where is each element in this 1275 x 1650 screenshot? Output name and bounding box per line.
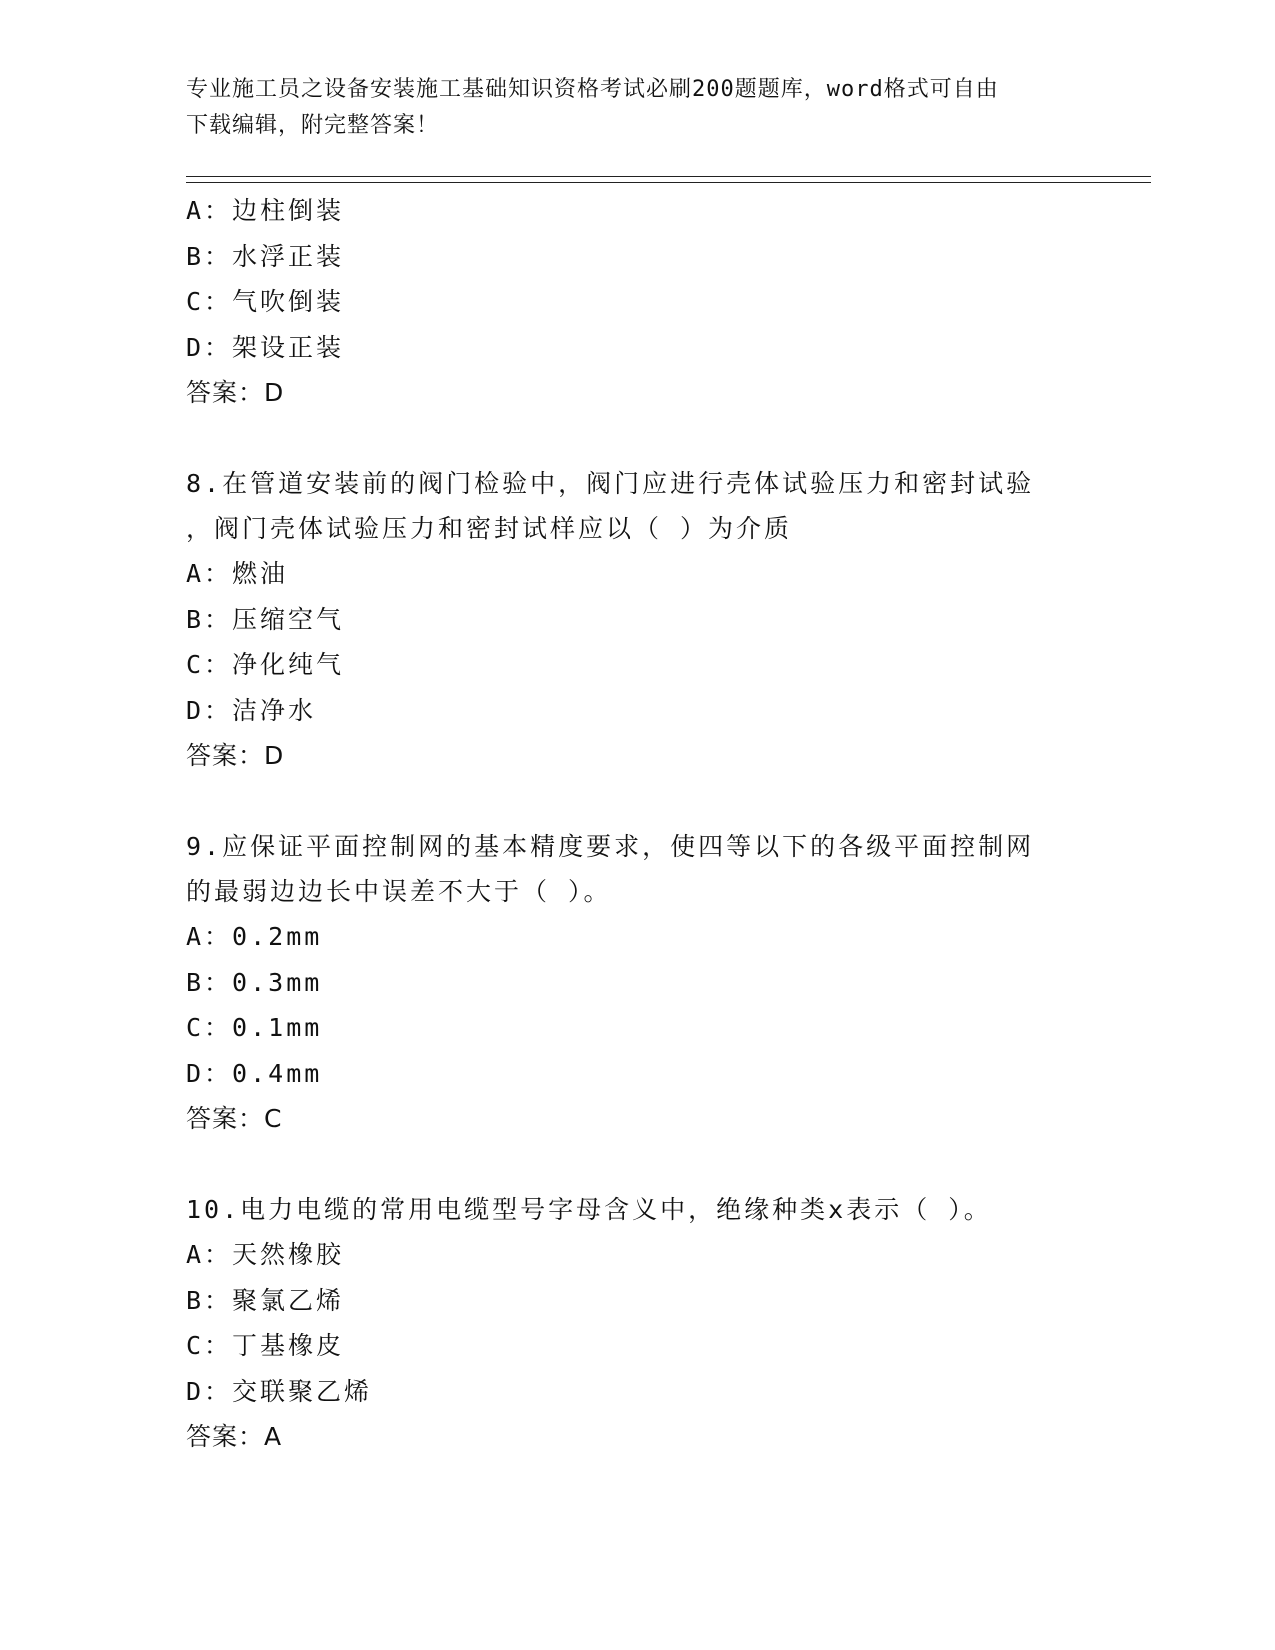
option-c: C：0.1mm — [186, 1013, 323, 1042]
answer-line: 答案：D — [186, 741, 285, 770]
header-line-2: 下载编辑，附完整答案！ — [186, 113, 440, 138]
question-8 — [186, 461, 1146, 779]
option-a: A：燃油 — [186, 559, 289, 588]
option-a: A：边柱倒装 — [186, 196, 345, 225]
question-text-line-1: 8.在管道安装前的阀门检验中，阀门应进行壳体试验压力和密封试验 — [186, 469, 1035, 498]
question-text-line-2: ，阀门壳体试验压力和密封试样应以（ ）为介质 — [186, 514, 793, 543]
question-text-line-1: 10.电力电缆的常用电缆型号字母含义中，绝缘种类x表示（ ）。 — [186, 1195, 992, 1224]
answer-line: 答案：C — [186, 1104, 283, 1133]
option-b: B：聚氯乙烯 — [186, 1285, 345, 1315]
option-a: A：0.2mm — [186, 922, 323, 951]
option-a: A：天然橡胶 — [186, 1240, 345, 1269]
option-d: D：架设正装 — [186, 332, 345, 362]
question-list — [186, 188, 1146, 1460]
header-divider — [186, 176, 1151, 183]
option-d: D：0.4mm — [186, 1058, 323, 1088]
header-line-1: 专业施工员之设备安装施工基础知识资格考试必刷200题题库，word格式可自由 — [186, 77, 999, 102]
option-c: C：丁基橡皮 — [186, 1331, 345, 1360]
document-header — [186, 72, 1066, 144]
question-10 — [186, 1187, 1146, 1460]
answer-line: 答案：A — [186, 1422, 283, 1451]
question-text-line-1: 9.应保证平面控制网的基本精度要求，使四等以下的各级平面控制网 — [186, 832, 1035, 861]
option-b: B：压缩空气 — [186, 604, 345, 634]
option-d: D：交联聚乙烯 — [186, 1376, 373, 1406]
option-b: B：水浮正装 — [186, 241, 345, 271]
option-d: D：洁净水 — [186, 695, 317, 725]
option-c: C：净化纯气 — [186, 650, 345, 679]
question-text-line-2: 的最弱边边长中误差不大于（ ）。 — [186, 877, 612, 906]
answer-line: 答案：D — [186, 378, 285, 407]
question-7 — [186, 188, 1146, 416]
question-9 — [186, 824, 1146, 1142]
option-c: C：气吹倒装 — [186, 287, 345, 316]
option-b: B：0.3mm — [186, 967, 323, 997]
